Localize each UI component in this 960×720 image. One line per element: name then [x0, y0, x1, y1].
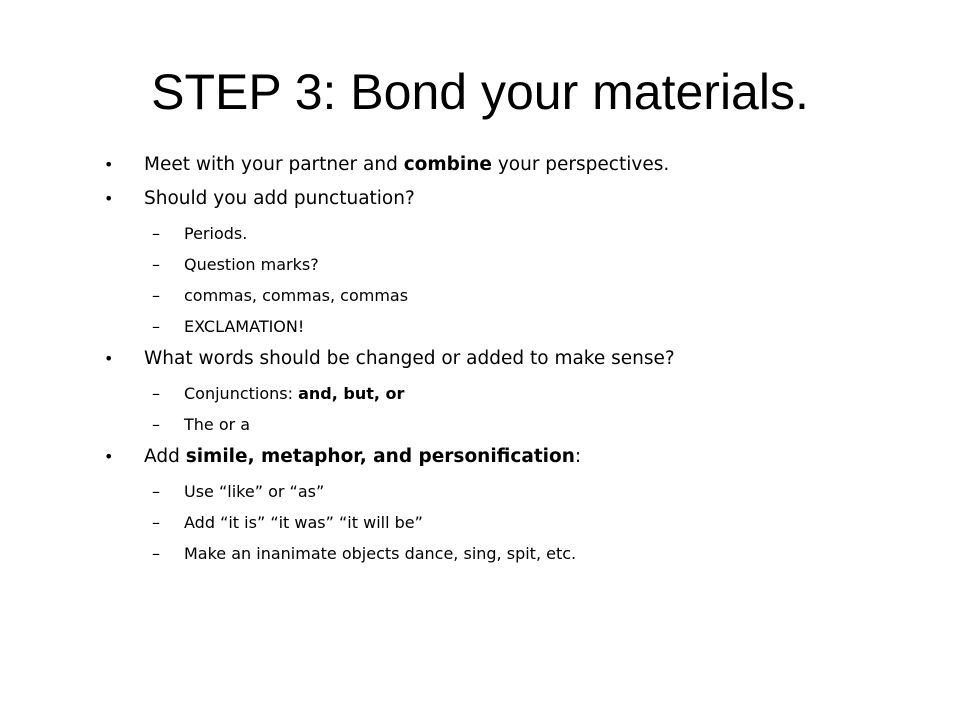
bullet-item	[104, 344, 924, 378]
sub-bullet-item	[104, 280, 924, 311]
sub-bullet-text: Conjunctions: and, but, or	[184, 384, 405, 403]
bullet-text: What words should be changed or added to make sense?	[144, 348, 675, 369]
sub-bullet-item	[104, 476, 924, 507]
bullet-text: Meet with your partner and combine your perspectives.	[144, 154, 670, 175]
dash-icon: –	[152, 482, 160, 501]
dash-icon: –	[152, 224, 160, 243]
sub-bullet-item	[104, 378, 924, 409]
sub-bullet-text: Question marks?	[184, 255, 319, 274]
sub-bullet-item	[104, 507, 924, 538]
bullet-text: Add simile, metaphor, and personification:	[144, 446, 582, 467]
sub-bullet-text: Periods.	[184, 224, 248, 243]
sub-bullet-text: The or a	[184, 415, 251, 434]
dash-icon: –	[152, 415, 160, 434]
sub-bullet-text: Use “like” or “as”	[184, 482, 325, 501]
dash-icon: –	[152, 513, 160, 532]
dash-icon: –	[152, 384, 160, 403]
sub-bullet-item	[104, 311, 924, 342]
dash-icon: –	[152, 317, 160, 336]
bullet-icon: •	[104, 447, 114, 466]
bullet-icon: •	[104, 189, 114, 208]
sub-bullet-text: EXCLAMATION!	[184, 317, 305, 336]
sub-bullet-item	[104, 409, 924, 440]
dash-icon: –	[152, 286, 160, 305]
bullet-icon: •	[104, 349, 114, 368]
sub-bullet-item	[104, 249, 924, 280]
bullet-text: Should you add punctuation?	[144, 188, 415, 209]
bullet-icon: •	[104, 155, 114, 174]
bullet-item	[104, 184, 924, 218]
bullet-item	[104, 442, 924, 476]
sub-bullet-text: Add “it is” “it was” “it will be”	[184, 513, 423, 532]
sub-bullet-item	[104, 538, 924, 569]
slide-title: STEP 3: Bond your materials.	[151, 64, 809, 120]
sub-bullet-text: commas, commas, commas	[184, 286, 409, 305]
dash-icon: –	[152, 544, 160, 563]
sub-bullet-item	[104, 218, 924, 249]
sub-bullet-text: Make an inanimate objects dance, sing, spit, etc.	[184, 544, 577, 563]
bullet-item	[104, 150, 924, 184]
bullet-list	[104, 150, 924, 569]
dash-icon: –	[152, 255, 160, 274]
